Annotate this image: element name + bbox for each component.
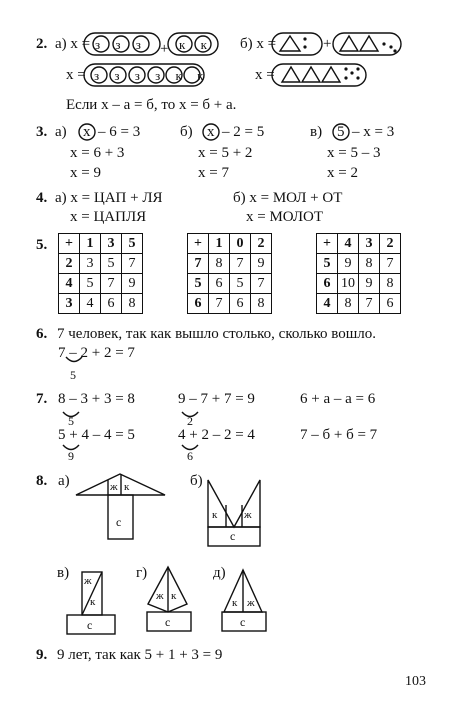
fig-b-zh: ж — [244, 509, 252, 521]
table-cell: 5 — [188, 274, 209, 294]
problem-2-a-x: x = — [66, 67, 86, 83]
problem-9-number: 9. — [36, 647, 48, 663]
p7-sub4: 9 — [68, 449, 74, 463]
p3b-line1: x = 5 + 2 — [198, 145, 253, 161]
fig-g-s: с — [165, 615, 171, 629]
table-cell: + — [59, 234, 80, 254]
table-cell: + — [188, 234, 209, 254]
table-cell: 2 — [59, 254, 80, 274]
table-cell: 5 — [317, 254, 338, 274]
table-cell: 3 — [80, 254, 101, 274]
table-cell: 3 — [59, 294, 80, 314]
table-cell: 4 — [338, 234, 359, 254]
fig-d-k: к — [232, 597, 238, 609]
p8-label-v: в) — [57, 565, 70, 581]
fig-d-zh: ж — [247, 597, 255, 609]
table-cell: 7 — [380, 254, 401, 274]
p3a-var: x — [83, 124, 91, 140]
p3c-eq: – x = 3 — [352, 124, 395, 140]
group-a-result: з з з з к к — [94, 68, 210, 83]
table-cell: 1 — [80, 234, 101, 254]
p8-label-a: а) — [58, 473, 70, 489]
p7-expr5: 4 + 2 – 2 = 4 — [178, 427, 255, 443]
table-cell: 6 — [380, 294, 401, 314]
p7-expr1: 8 – 3 + 3 = 8 — [58, 391, 135, 407]
problem-6-expression: 7 – 2 + 2 = 7 — [58, 345, 135, 361]
table-cell: 4 — [59, 274, 80, 294]
table-cell: 1 — [209, 234, 230, 254]
table-cell: 7 — [122, 254, 143, 274]
table-cell: 3 — [101, 234, 122, 254]
table-cell: 9 — [122, 274, 143, 294]
addition-table-1 — [58, 233, 143, 314]
fig-v-k: к — [90, 596, 96, 608]
p3b-line2: x = 7 — [198, 165, 229, 181]
fig-b-s: с — [230, 529, 236, 543]
page-number: 103 — [405, 674, 426, 689]
p7-expr6: 7 – б + б = 7 — [300, 427, 378, 443]
fig-v-zh: ж — [84, 575, 92, 587]
table-cell: 6 — [230, 294, 251, 314]
group-a1: з з з — [95, 37, 147, 52]
p3b-label: б) — [180, 124, 193, 140]
p3c-line1: x = 5 – 3 — [327, 145, 381, 161]
p8-label-g: г) — [136, 565, 148, 581]
p7-sub2: 2 — [187, 414, 193, 428]
fig-d-s: с — [240, 615, 246, 629]
table-cell: + — [317, 234, 338, 254]
table-cell: 8 — [251, 294, 272, 314]
addition-table-3 — [316, 233, 401, 314]
p7-expr4: 5 + 4 – 4 = 5 — [58, 427, 135, 443]
p4b-line1: б) x = МОЛ + ОТ — [233, 190, 343, 206]
table-cell: 9 — [251, 254, 272, 274]
table-cell: 7 — [251, 274, 272, 294]
table-cell: 8 — [122, 294, 143, 314]
table-cell: 4 — [317, 294, 338, 314]
p7-expr3: 6 + a – a = 6 — [300, 391, 376, 407]
table-cell: 6 — [317, 274, 338, 294]
fig-v-s: с — [87, 618, 93, 632]
table-cell: 8 — [380, 274, 401, 294]
p8-label-b: б) — [190, 473, 203, 489]
fig-g-k: к — [171, 590, 177, 602]
p3b-eq: – 2 = 5 — [222, 124, 265, 140]
group-a2: к к — [179, 37, 213, 52]
table-cell: 7 — [230, 254, 251, 274]
p7-sub1: 5 — [68, 414, 74, 428]
problem-2-b-label: б) x = — [240, 36, 277, 52]
p3c-label: в) — [310, 124, 323, 140]
table-cell: 9 — [338, 254, 359, 274]
p3a-label: а) — [55, 124, 67, 140]
problem-8-number: 8. — [36, 473, 48, 489]
table-cell: 7 — [359, 294, 380, 314]
table-cell: 7 — [101, 274, 122, 294]
problem-6-sub: 5 — [70, 368, 76, 382]
table-cell: 8 — [359, 254, 380, 274]
problem-2-number: 2. — [36, 36, 48, 52]
plus-sign: + — [160, 41, 169, 57]
table-cell: 9 — [359, 274, 380, 294]
fig-b-k: к — [212, 509, 218, 521]
problem-6-number: 6. — [36, 326, 48, 342]
table-cell: 3 — [359, 234, 380, 254]
table-cell: 2 — [251, 234, 272, 254]
problem-6-text: 7 человек, так как вышло столько, сколько вошло. — [57, 326, 377, 342]
p8-label-d: д) — [213, 565, 226, 581]
p4b-line2: x = МОЛОТ — [246, 209, 324, 225]
table-cell: 7 — [209, 294, 230, 314]
p7-sub5: 6 — [187, 449, 193, 463]
table-cell: 10 — [338, 274, 359, 294]
problem-2-b-x: x = — [255, 67, 275, 83]
problem-4-number: 4. — [36, 190, 48, 206]
problem-5-number: 5. — [36, 237, 48, 253]
problem-2-note: Если x – a = б, то x = б + a. — [66, 97, 237, 113]
fig-g-zh: ж — [156, 590, 164, 602]
problem-7-number: 7. — [36, 391, 48, 407]
fig-a-k: к — [124, 481, 130, 493]
fig-a-s: с — [116, 515, 122, 529]
table-cell: 7 — [188, 254, 209, 274]
table-cell: 5 — [230, 274, 251, 294]
problem-3-number: 3. — [36, 124, 48, 140]
p4a-line2: x = ЦАПЛЯ — [70, 209, 147, 225]
table-cell: 0 — [230, 234, 251, 254]
table-cell: 5 — [101, 254, 122, 274]
p7-expr2: 9 – 7 + 7 = 9 — [178, 391, 255, 407]
p3a-line1: x = 6 + 3 — [70, 145, 125, 161]
p3b-var: x — [207, 124, 215, 140]
problem-9-text: 9 лет, так как 5 + 1 + 3 = 9 — [57, 647, 223, 663]
p3a-eq: – 6 = 3 — [98, 124, 141, 140]
table-cell: 4 — [80, 294, 101, 314]
table-cell: 6 — [101, 294, 122, 314]
table-cell: 6 — [209, 274, 230, 294]
table-cell: 8 — [338, 294, 359, 314]
p3a-line2: x = 9 — [70, 165, 101, 181]
table-cell: 5 — [122, 234, 143, 254]
p3c-var: 5 — [337, 124, 345, 140]
table-cell: 6 — [188, 294, 209, 314]
fig-a-zh: ж — [110, 481, 118, 493]
table-cell: 5 — [80, 274, 101, 294]
p3c-line2: x = 2 — [327, 165, 358, 181]
plus-sign-b: + — [323, 36, 332, 52]
table-cell: 8 — [209, 254, 230, 274]
addition-table-2 — [187, 233, 272, 314]
p4a-line1: а) x = ЦАП + ЛЯ — [55, 190, 163, 206]
table-cell: 2 — [380, 234, 401, 254]
problem-2-a-label: а) x = — [55, 36, 91, 52]
